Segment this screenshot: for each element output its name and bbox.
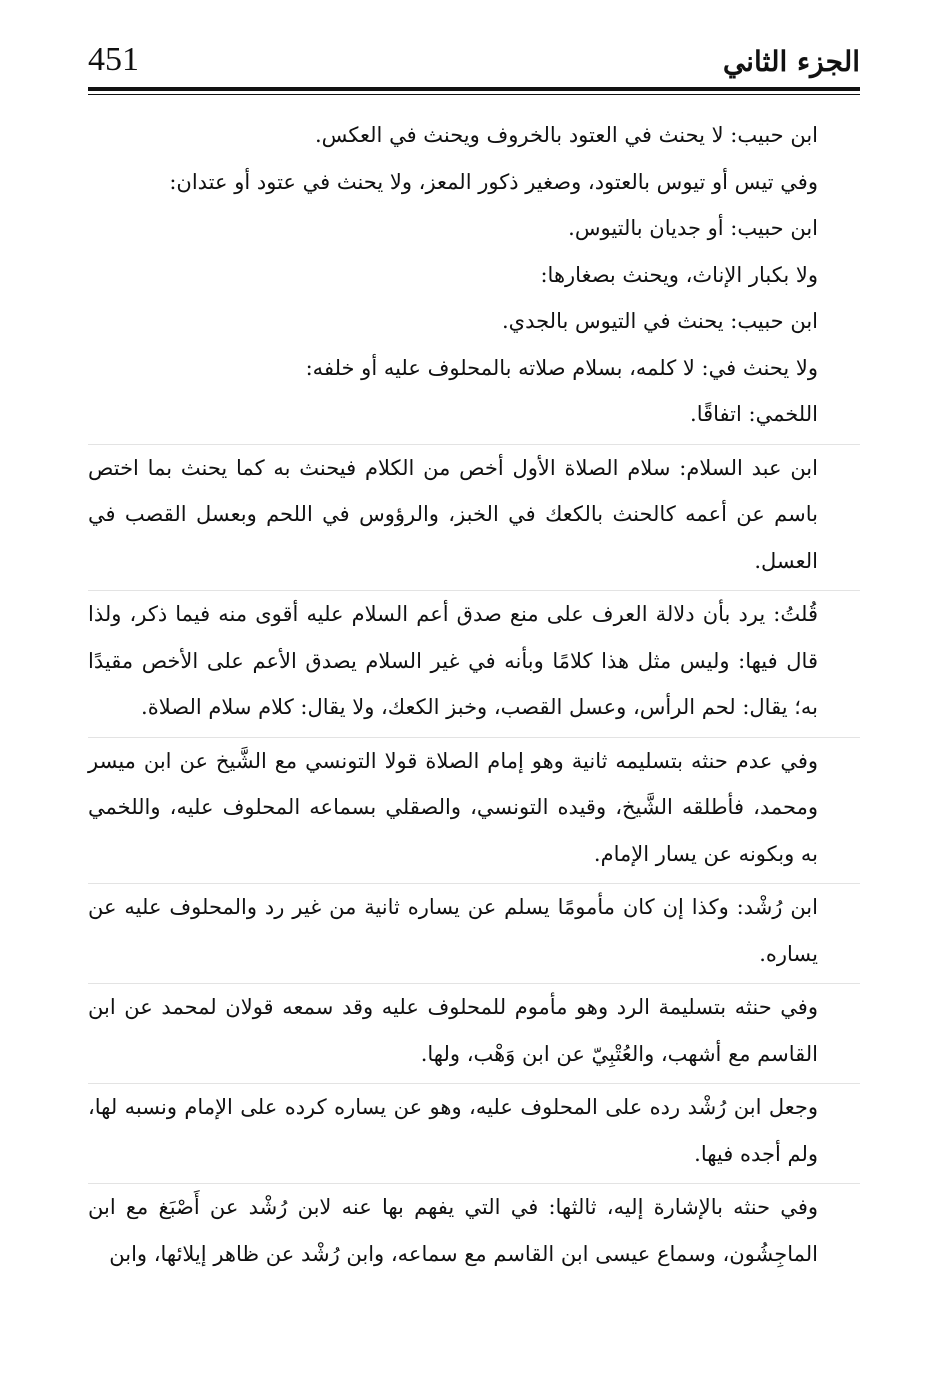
page-header — [88, 40, 860, 90]
paragraph: وفي تيس أو تيوس بالعتود، وصغير ذكور المعز، ولا يحنث في عتود أو عتدان: — [169, 169, 818, 194]
paragraph: ابن حبيب: يحنث في التيوس بالجدي. — [501, 309, 818, 333]
paragraph: ولا يحنث في: لا كلمه، بسلام صلاته بالمحلوف عليه أو خلفه: — [305, 355, 818, 380]
body-text — [88, 112, 860, 1277]
paragraph: ولا بكبار الإناث، ويحنث بصغارها: — [540, 262, 818, 287]
running-title: الجزء الثاني — [722, 45, 860, 78]
header-rule-thick — [88, 87, 860, 91]
paragraph: وفي حنثه بالإشارة إليه، ثالثها: في التي يفهم بها عنه لابن رُشْد عن أَصْبَغ مع ابن الماجِشُون، وسماع عيسى ابن القاسم مع سماعه، وابن رُشْد عن ظاهر إيلائها، وابن — [88, 1183, 860, 1277]
paragraph: ابن حبيب: لا يحنث في العتود بالخروف ويحنث في العكس. — [314, 123, 818, 147]
paragraph: قُلتُ: يرد بأن دلالة العرف على منع صدق أعم السلام عليه أقوى منه فيما ذكر، ولذا قال فيها: وليس مثل هذا كلامًا وبأنه في غير السلام يصدق الأعم على الأخص مقيدًا به؛ يقال: لحم الرأس، وعسل القصب، وخبز الكعك، ولا يقال: كلام سلام الصلاة. — [88, 590, 860, 731]
paragraph: وجعل ابن رُشْد رده على المحلوف عليه، وهو عن يساره كرده على الإمام ونسبه لها، ولم أجده فيها. — [88, 1083, 860, 1177]
page-number: 451 — [88, 41, 139, 78]
paragraph: اللخمي: اتفاقًا. — [690, 402, 818, 426]
paragraph: ابن عبد السلام: سلام الصلاة الأول أخص من الكلام فيحنث به كما يحنث بما اختص باسم عن أعمه كالحنث بالكعك في الخبز، والرؤوس في اللحم وبعسل القصب في العسل. — [88, 444, 860, 585]
paragraph: ابن رُشْد: وكذا إن كان مأمومًا يسلم عن يساره ثانية من غير رد والمحلوف عليه عن يساره. — [88, 883, 860, 977]
header-rule-thin — [88, 94, 860, 95]
paragraph: وفي عدم حنثه بتسليمه ثانية وهو إمام الصلاة قولا التونسي مع الشَّيخ عن ابن ميسر ومحمد، فأطلقه الشَّيخ، وقيده التونسي، والصقلي بسماعه المحلوف عليه، واللخمي به وبكونه عن يسار الإمام. — [88, 737, 860, 878]
paragraph: وفي حنثه بتسليمة الرد وهو مأموم للمحلوف عليه وقد سمعه قولان لمحمد عن ابن القاسم مع أشهب، والعُتْبِيّ عن ابن وَهْب، ولها. — [88, 983, 860, 1077]
paragraph: ابن حبيب: أو جديان بالتيوس. — [568, 216, 818, 240]
